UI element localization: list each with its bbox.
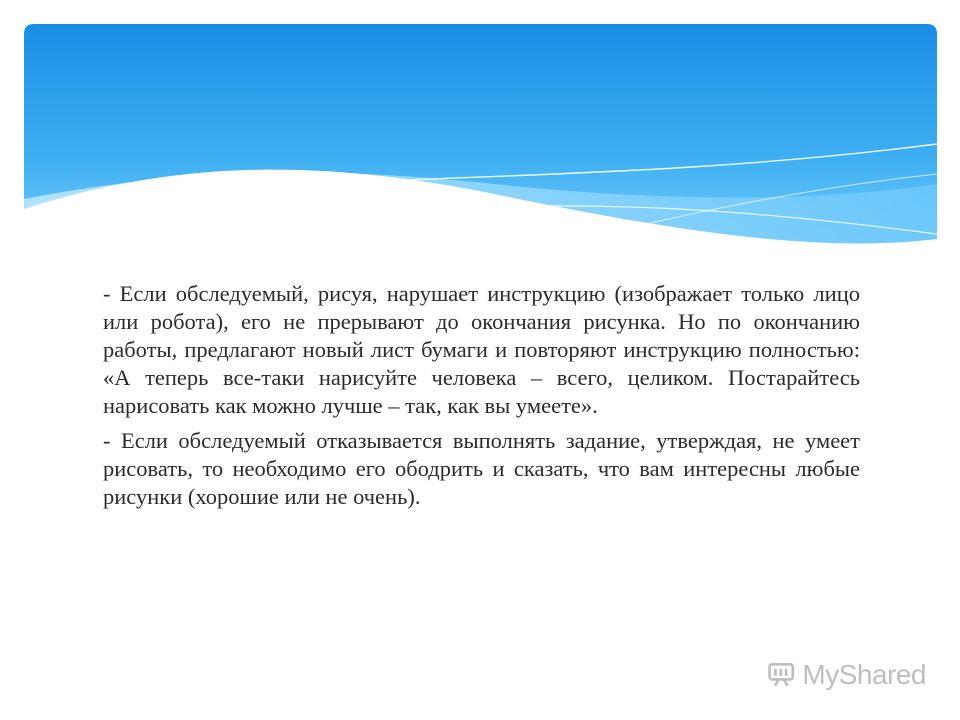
slide-body-text [103, 280, 860, 518]
monitor-logo-icon [766, 658, 796, 692]
paragraph-2: - Если обследуемый отказывается выполнять задание, утверждая, не умеет рисовать, то необходимо его ободрить и сказать, что вам интересны любые рисунки (хорошие или не очень). [103, 428, 860, 509]
myshared-watermark [766, 655, 926, 695]
watermark-text: MyShared [802, 659, 926, 690]
header-wave-band [24, 24, 937, 274]
paragraph-1: - Если обследуемый, рисуя, нарушает инструкцию (изображает только лицо или робота), его не прерывают до окончания рисунка. Но по окончанию работы, предлагают новый лист бумаги и повторяют инструкцию полностью: «А теперь все-таки нарисуйте человека – всего, целиком. Постарайтесь нарисовать как можно лучше – так, как вы умеете». [103, 281, 860, 418]
